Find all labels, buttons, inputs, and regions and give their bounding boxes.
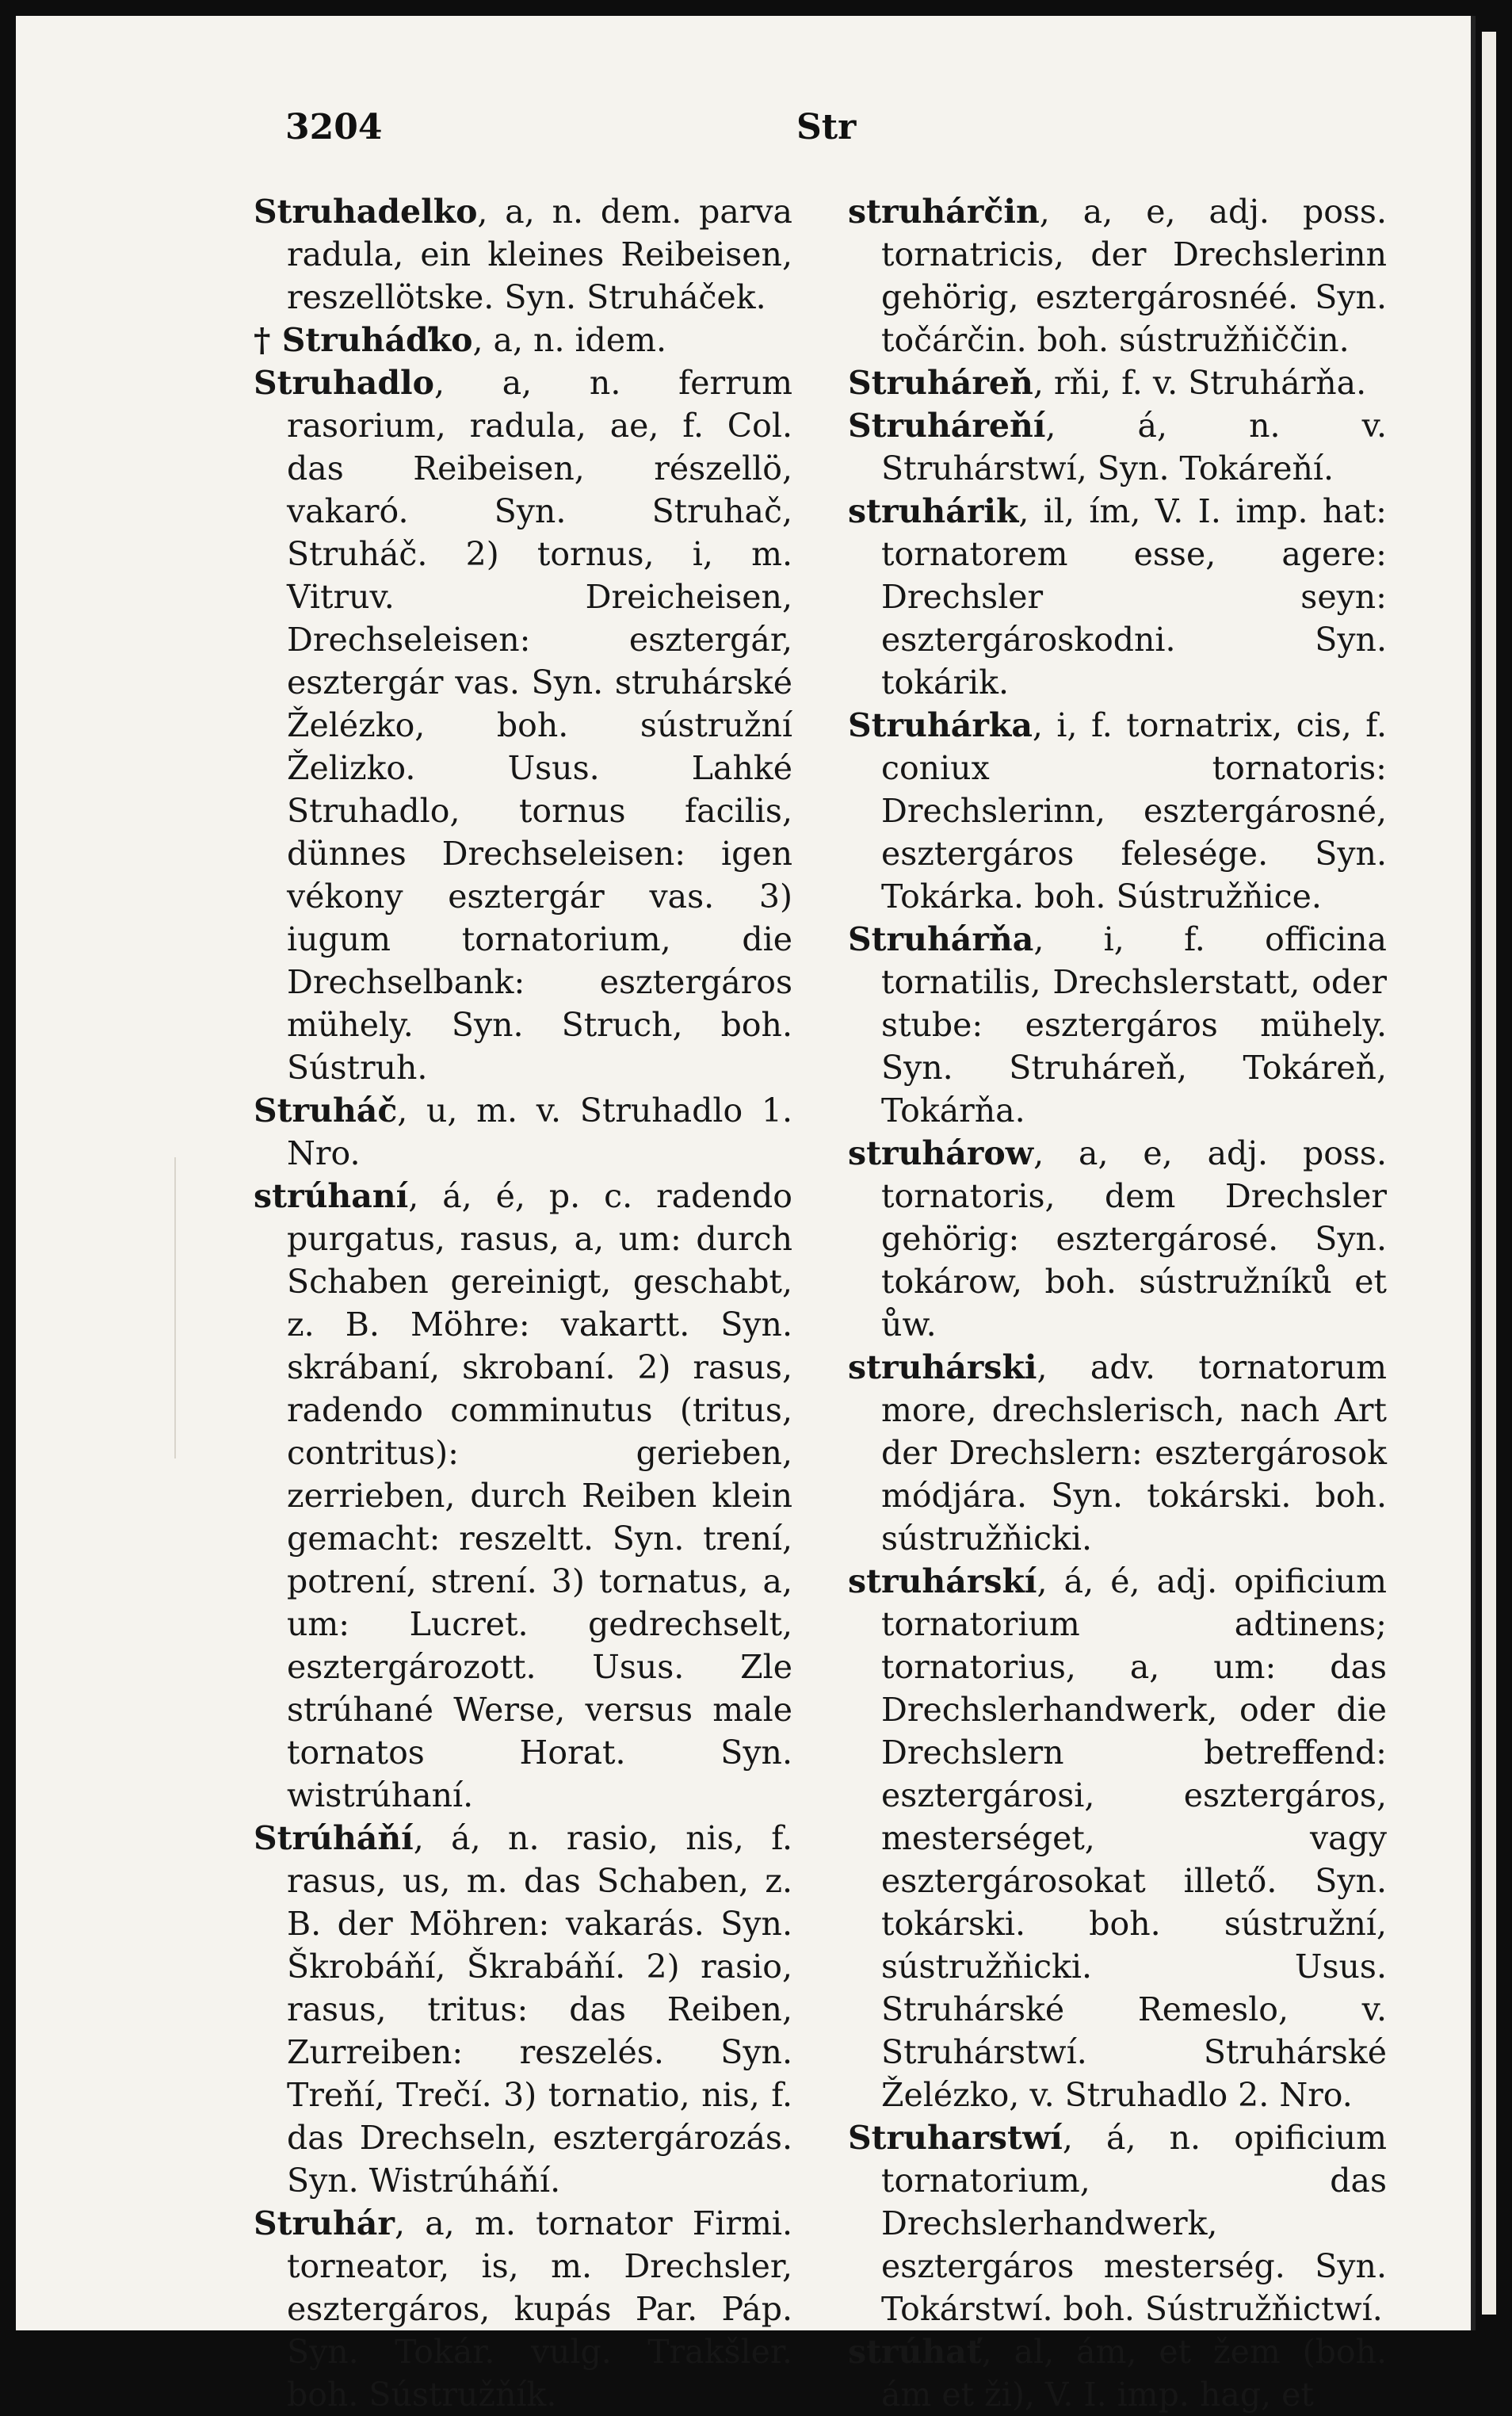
entry-headword: Struhár: [254, 2204, 395, 2242]
dictionary-entry: [254, 1089, 792, 1175]
dictionary-entry: [254, 2202, 792, 2416]
entry-headword: struhárski: [848, 1348, 1037, 1386]
dictionary-entry: [254, 1817, 792, 2202]
dictionary-entry: [848, 704, 1387, 918]
entry-text: , il, ím, V. I. imp. hat: tornatorem esse, agere: Drechsler seyn: esztergároskodni. Syn. tokárik.: [881, 492, 1387, 701]
dictionary-entry: [848, 2116, 1387, 2330]
entry-text: , a, n. dem. parva radula, ein kleines Reibeisen, reszellötske. Syn. Struháček.: [287, 193, 792, 316]
entry-text: , adv. tornatorum more, drechslerisch, nach Art der Drechslern: esztergárosok módjára. Syn. tokárski. boh. sústružňicki.: [881, 1348, 1387, 1558]
entry-headword: struhárow: [848, 1134, 1034, 1172]
entry-headword: Struháreň: [848, 364, 1033, 402]
entry-headword: Struhárňa: [848, 920, 1034, 958]
dictionary-entry: [848, 1346, 1387, 1560]
entry-text: , á, n. opificium tornatorium, das Drechslerhandwerk, esztergáros mesterség. Syn. Tokárstwí. boh. Sústružňictwí.: [881, 2119, 1387, 2328]
entry-text: , á, n. v. Struhárstwí, Syn. Tokáreňí.: [881, 407, 1387, 487]
entry-text: , á, n. rasio, nis, f. rasus, us, m. das Schaben, z. B. der Möhren: vakarás. Syn. Škrobáňí, Škrabáňí. 2) rasio, rasus, tritus: das Reiben, Zurreiben: reszelés. Syn. Treňí, Trečí. 3) tornatio, nis, f. das Drechseln, esztergározás. Syn. Wistrúháňí.: [287, 1819, 792, 2200]
right-column: [848, 190, 1387, 2416]
guide-word: Str: [796, 107, 857, 147]
entry-headword: Strúháňí: [254, 1819, 414, 1857]
entry-text: , a, n. ferrum rasorium, radula, ae, f. Col. das Reibeisen, részellö, vakaró. Syn. Struhač, Struháč. 2) tornus, i, m. Vitruv. Dreicheisen, Drechseleisen: esztergár, esztergár vas. Syn. struhárské Želézko, boh. sústružní Želizko. Usus. Lahké Struhadlo, tornus facilis, dünnes Drechseleisen: igen vékony esztergár vas. 3) iugum tornatorium, die Drechselbank: esztergáros mühely. Syn. Struch, boh. Sústruh.: [287, 364, 792, 1087]
entry-headword: Struhadelko: [254, 193, 478, 231]
dictionary-entry: [848, 1132, 1387, 1346]
dictionary-entry: [848, 1560, 1387, 2116]
dictionary-entry: [254, 319, 792, 361]
entry-text: , á, é, adj. opificium tornatorium adtinens; tornatorius, a, um: das Drechslerhandwerk, oder die Drechslern betreffend: esztergárosi, esztergáros, mesterséget, vagy esztergárosokat illető. Syn. tokárski. boh. sústružní, sústružňicki. Usus. Struhárské Remeslo, v. Struhárstwí. Struhárské Želézko, v. Struhadlo 2. Nro.: [881, 1562, 1387, 2114]
entry-text: , i, f. tornatrix, cis, f. coniux tornatoris: Drechslerinn, esztergárosné, esztergáros felesége. Syn. Tokárka. boh. Sústružňice.: [881, 706, 1387, 916]
dictionary-entry: [848, 490, 1387, 704]
left-column: [254, 190, 792, 2416]
entry-text: , i, f. officina tornatilis, Drechslerstatt, oder stube: esztergáros mühely. Syn. Struháreň, Tokáreň, Tokárňa.: [881, 920, 1387, 1130]
entry-headword: Struhárka: [848, 706, 1033, 744]
entry-text: , a, e, adj. poss. tornatricis, der Drechslerinn gehörig, esztergárosnéé. Syn. točárčin. boh. sústružňiččin.: [881, 193, 1387, 359]
adjacent-page-edge: [1482, 32, 1496, 2315]
entry-headword: struhárskí: [848, 1562, 1037, 1600]
entry-headword: Struháč: [254, 1091, 398, 1130]
dictionary-entry: [848, 2330, 1387, 2416]
entry-text: , rňi, f. v. Struhárňa.: [1033, 364, 1367, 402]
entry-text: , a, m. tornator Firmi. torneator, is, m. Drechsler, esztergáros, kupás Par. Páp. Syn. Tokár. vulg. Trakšler. boh. Sústružňík.: [287, 2204, 792, 2414]
entry-headword: Struharstwí: [848, 2119, 1063, 2157]
running-header: [285, 107, 1379, 155]
entry-headword: strúhaní: [254, 1177, 409, 1215]
entry-headword: struhárik: [848, 492, 1019, 530]
dictionary-entry: [848, 361, 1387, 404]
dictionary-entry: [848, 190, 1387, 361]
entry-headword: struhárčin: [848, 193, 1040, 231]
dictionary-entry: [254, 361, 792, 1089]
page-number: 3204: [285, 107, 383, 147]
entry-text: , al, ám, et žem (boh. ám et ži), V. I. imp. hag, et: [881, 2333, 1387, 2414]
dictionary-entry: [848, 918, 1387, 1132]
entry-headword: † Struháďko: [254, 321, 473, 359]
dictionary-entry: [254, 1175, 792, 1817]
entry-headword: Struhadlo: [254, 364, 434, 402]
dictionary-page: [16, 16, 1476, 2414]
dictionary-entry: [254, 190, 792, 319]
page-crease: [174, 1157, 176, 1458]
entry-text: , a, e, adj. poss. tornatoris, dem Drechsler gehörig: esztergárosé. Syn. tokárow, boh. sústružníků et ůw.: [881, 1134, 1387, 1344]
entry-text: , u, m. v. Struhadlo 1. Nro.: [287, 1091, 792, 1172]
entry-text: , a, n. idem.: [472, 321, 667, 359]
entry-headword: Struháreňí: [848, 407, 1046, 445]
entry-text: , á, é, p. c. radendo purgatus, rasus, a, um: durch Schaben gereinigt, geschabt, z. B. Möhre: vakartt. Syn. skrábaní, skrobaní. 2) rasus, radendo comminutus (tritus, contritus): gerieben, zerrieben, durch Reiben klein gemacht: reszeltt. Syn. trení, potrení, strení. 3) tornatus, a, um: Lucret. gedrechselt, esztergározott. Usus. Zle strúhané Werse, versus male tornatos Horat. Syn. wistrúhaní.: [287, 1177, 792, 1814]
dictionary-entry: [848, 404, 1387, 490]
entry-headword: strúhať: [848, 2333, 982, 2371]
